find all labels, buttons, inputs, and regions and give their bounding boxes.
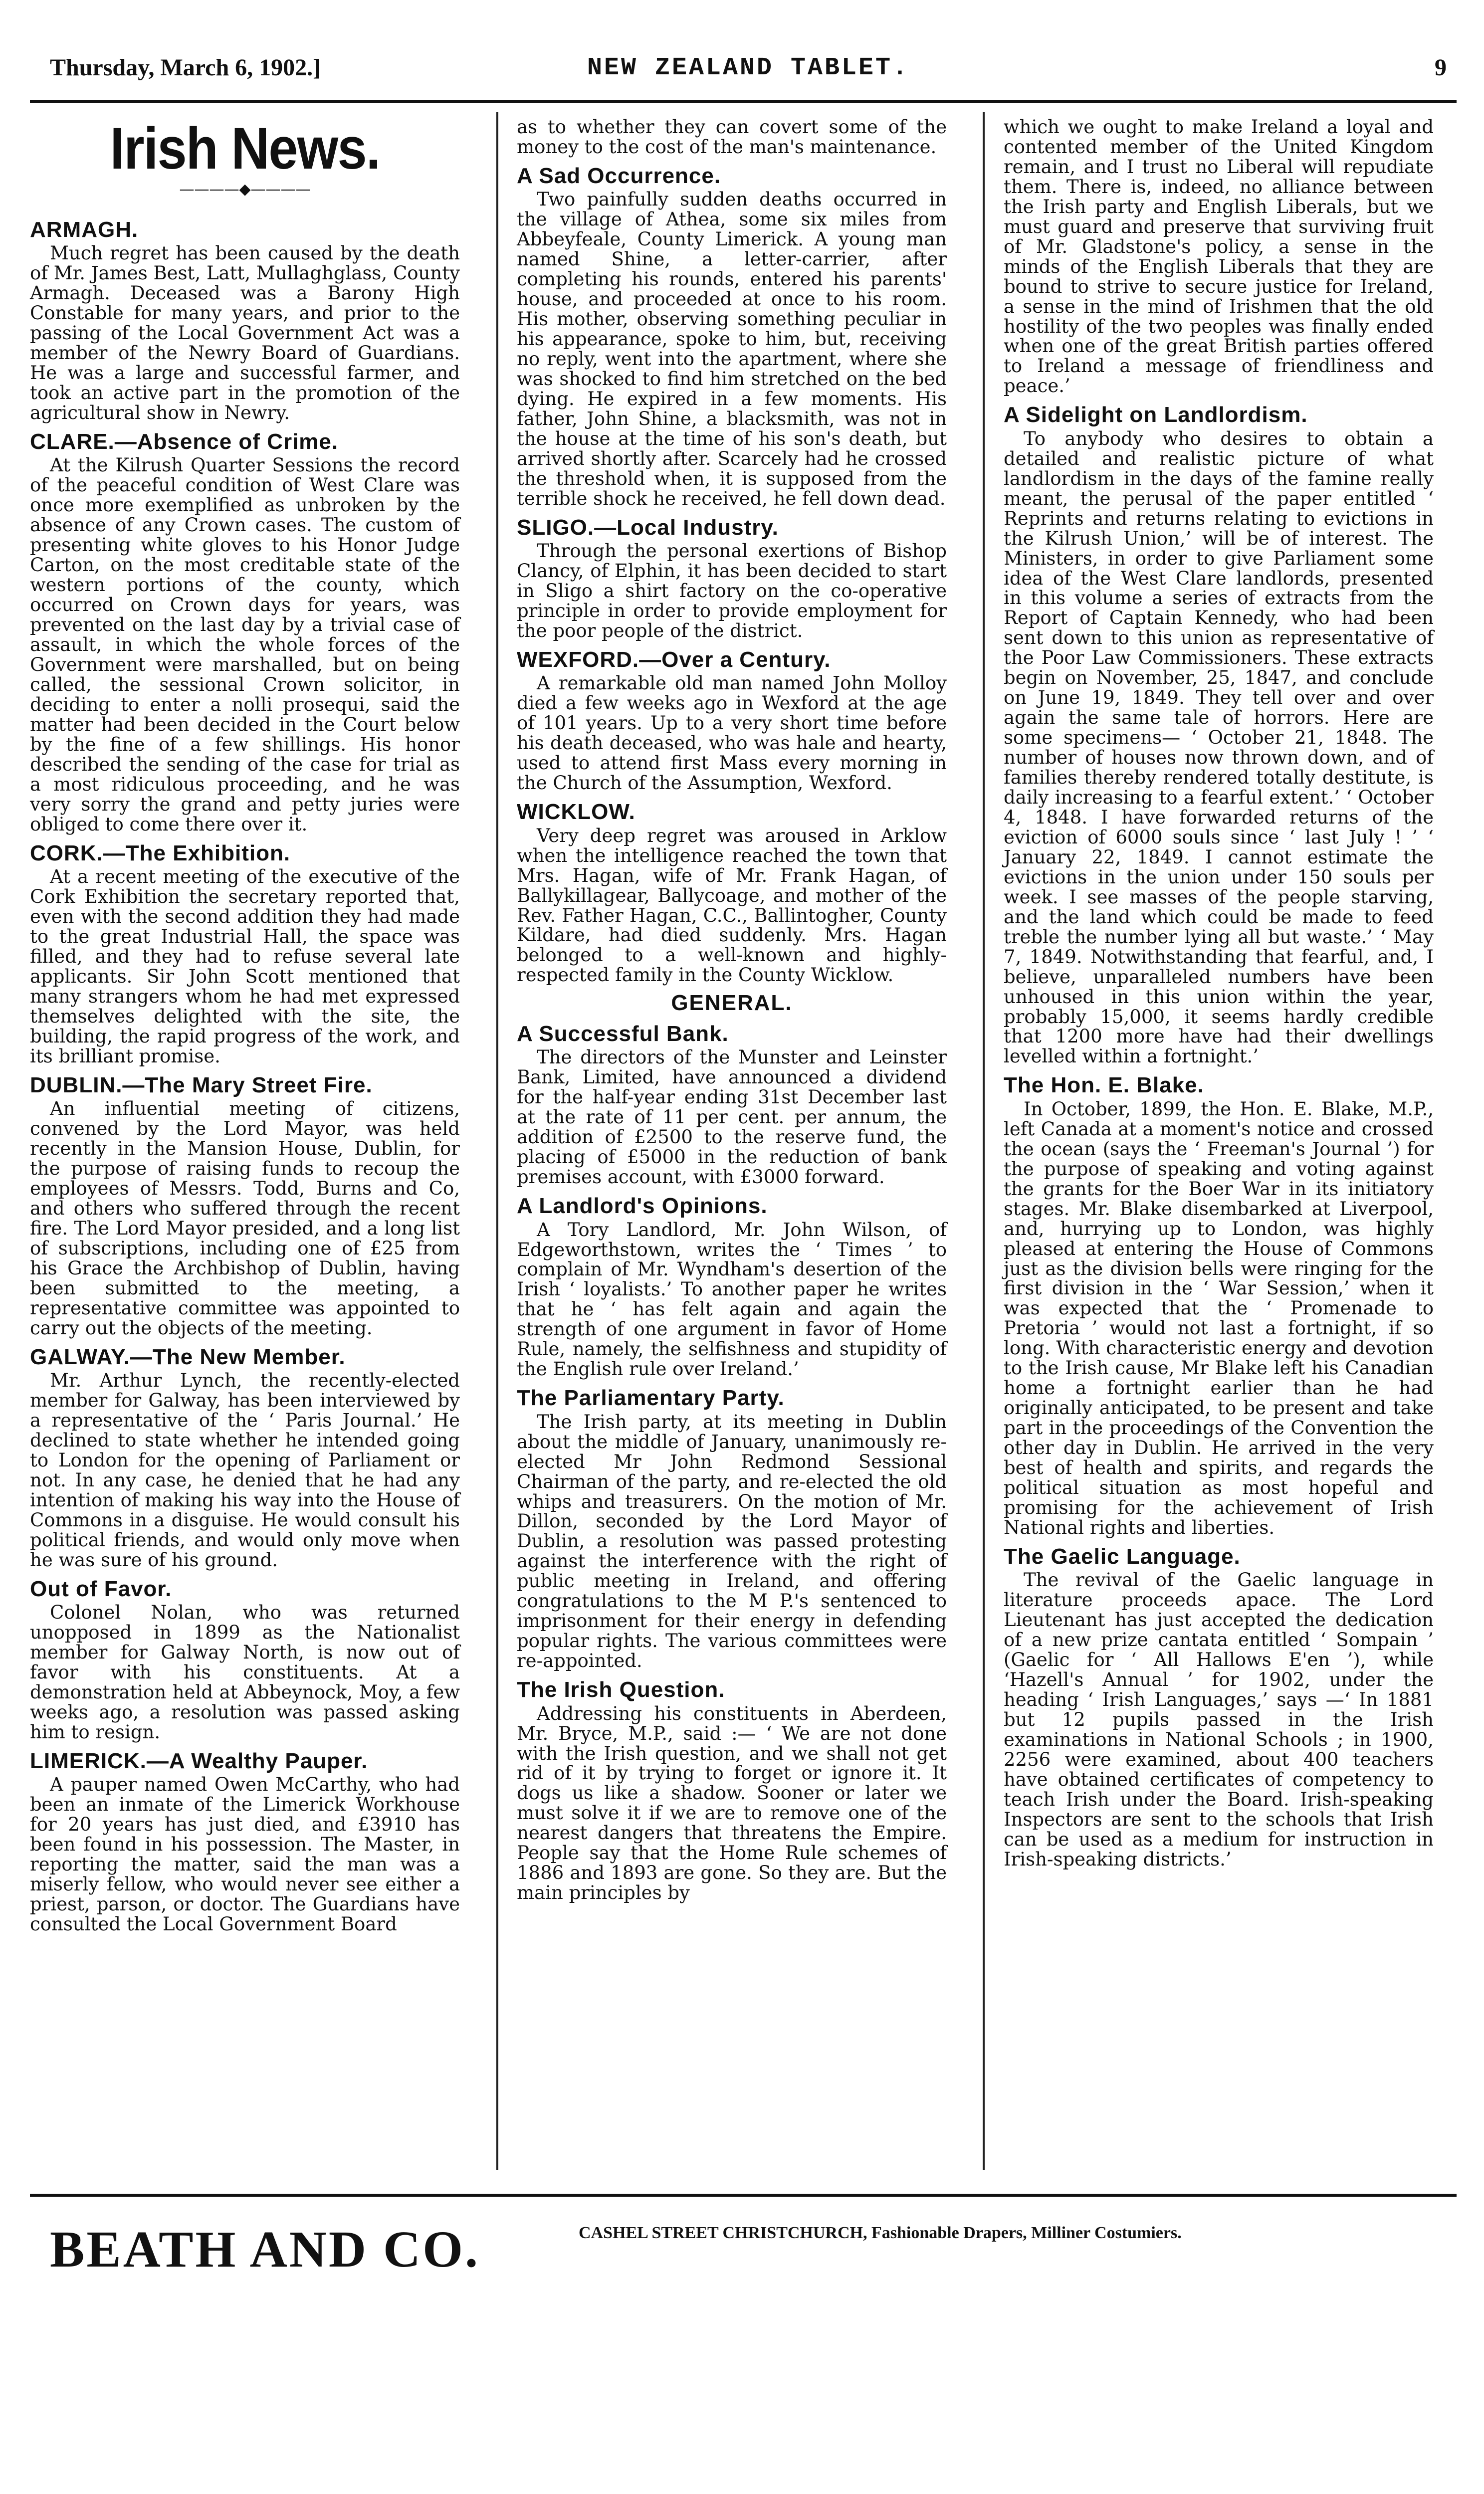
advertiser-address: CASHEL STREET CHRISTCHURCH, Fashionable Drapers, Milliner Costumiers. [579,2224,1182,2242]
footer-rule [30,2194,1457,2197]
article-heading: WEXFORD.—Over a Century. [517,647,831,672]
article-heading: GALWAY.—The New Member. [30,1344,346,1369]
article-paragraph: Addressing his constituents in Aberdeen, Mr. Bryce, M.P., said :— ‘ We are not done with the Irish question, and we shall not get rid of it by trying to forget or ignore it. It dogs us like a shadow. Sooner or later we must solve it if we are to remove one of the nearest dangers that threatens the Empire. People say that the Home Rule schemes of 1886 and 1893 are gone. So they are. But the main principles by [517,1702,947,1904]
article-heading: SLIGO.—Local Industry. [517,515,779,540]
article-heading: DUBLIN.—The Mary Street Fire. [30,1072,373,1097]
article-heading: The Gaelic Language. [1004,1544,1241,1569]
paper-name: NEW ZEALAND TABLET. [587,54,910,82]
article-paragraph: which we ought to make Ireland a loyal and contented member of the United Kingdom remain, and I trust no Liberal will repudiate them. There is, indeed, no alliance between the Irish party and English Liberals, but we must guard and preserve that surviving fruit of Mr. Gladstone's policy, a sense in the minds of the English Liberals that they are bound to strive to secure justice for Ireland, a sense in the mind of Irishmen that the old hostility of the two peoples was finally ended when one of the great British parties offered to Ireland a message of friendliness and peace.’ [1004,116,1434,397]
issue-date: Thursday, March 6, 1902.] [50,54,321,81]
masthead [50,54,1447,104]
article-heading: A Sidelight on Landlordism. [1004,403,1308,427]
article-paragraph: The revival of the Gaelic language in literature proceeds apace. The Lord Lieutenant has just accepted the dedication of a new prize cantata entitled ‘ Sompain ’ (Gaelic for ‘ All Hallows E'en ’), while ‘Hazell's Annual ’ for 1902, under the heading ‘ Irish Languages,’ says —‘ In 1881 but 12 pupils passed in the Irish examinations in National Schools ; in 1900, 2256 were examined, about 400 teachers have obtained certificates of competency to teach Irish under the Board. Irish-speaking Inspectors are sent to the schools that Irish can be used as a medium for instruction in Irish-speaking districts.’ [1004,1569,1434,1870]
column-1 [30,117,460,1936]
column-2 [517,117,947,1905]
article-heading: A Sad Occurrence. [517,163,721,188]
article-heading: A Landlord's Opinions. [517,1194,768,1219]
article-paragraph: Very deep regret was aroused in Arklow when the intelligence reached the town that Mrs. Hagan, wife of Mr. Frank Hagan, of Ballykillagear, Ballycoage, and mother of the Rev. Father Hagan, C.C., Ballintogher, County Kildare, had died suddenly. Mrs. Hagan belonged to a well-known and highly-respected family in the County Wicklow. [517,825,947,986]
header-rule [30,100,1457,103]
advertisement [50,2220,1457,2289]
article-paragraph: The directors of the Munster and Leinster Bank, Limited, have announced a dividend for the half-year ending 31st December last at the rate of 11 per cent. per annum, the addition of £2500 to the reserve fund, the placing of £5000 in the reduction of bank premises account, with £3000 forward. [517,1046,947,1188]
article-paragraph: The Irish party, at its meeting in Dublin about the middle of January, unanimously re-elected Mr John Redmond Sessional Chairman of the party, and re-elected the old whips and treasurers. On the motion of Mr. Dillon, seconded by the Lord Mayor of Dublin, a resolution was passed protesting against the interference with the right of public meeting in Ireland, and offering congratulations to the M P.'s sentenced to imprisonment for their energy in defending popular rights. The various committees were re-appointed. [517,1411,947,1672]
section-heading: GENERAL. [671,991,793,1016]
article-paragraph: A pauper named Owen McCarthy, who had been an inmate of the Limerick Workhouse for 20 years has just died, and £3910 has been found in his possession. The Master, in reporting the matter, said the man was a miserly fellow, who would never see either a priest, parson, or doctor. The Guardians have consulted the Local Government Board [30,1774,460,1935]
article-heading: WICKLOW. [517,800,636,825]
article-heading: CORK.—The Exhibition. [30,840,291,865]
article-paragraph: A remarkable old man named John Molloy died a few weeks ago in Wexford at the age of 101 years. Up to a very short time before his death deceased, who was hale and hearty, used to attend first Mass every morning in the Church of the Assumption, Wexford. [517,672,947,794]
article-paragraph: Colonel Nolan, who was returned unopposed in 1899 as the Nationalist member for Galway North, is now out of favor with his constituents. At a demonstration held at Abbeynock, Moy, a few weeks ago, a resolution was passed asking him to resign. [30,1602,460,1743]
article-paragraph: At the Kilrush Quarter Sessions the record of the peaceful condition of West Clare was once more exemplified as unbroken by the absence of any Crown cases. The custom of presenting white gloves to his Honor Judge Carton, on the most creditable state of the western portions of the county, which occurred on Crown days for years, was prevented on the last day by a trivial case of assault, in which the whole forces of the Government were marshalled, but on being called, the sessional Crown solicitor, in deciding to enter a nolli prosequi, said the matter had been decided in the Court below by the fine of a few shillings. His honor described the sending of the case for trial as a most ridiculous proceeding, and he was very sorry the grand and petty juries were obliged to come there over it. [30,454,460,835]
article-heading: Out of Favor. [30,1576,172,1601]
article-paragraph: In October, 1899, the Hon. E. Blake, M.P., left Canada at a moment's notice and crossed the ocean (says the ‘ Freeman's Journal ’) for the purpose of speaking and voting against the grants for the Boer War in its initiatory stages. Mr. Blake disembarked at Liverpool, and, hurrying up to London, was highly pleased at entering the House of Commons just as the division bells were ringing for the first division in the ‘ War Session,’ when it was expected that the ‘ Promenade to Pretoria ’ would not last a fortnight, if so long. With characteristic energy and devotion to the Irish cause, Mr Blake left his Canadian home a fortnight earlier than he had originally anticipated, to be present and take part in the proceedings of the Convention the other day in Dublin. He arrived in the very best of health and spirits, and regards the political situation as most hopeful and promising for the achievement of Irish National rights and liberties. [1004,1098,1434,1538]
column-3 [1004,117,1434,1871]
advertiser-name: BEATH AND CO. [50,2221,480,2278]
article-heading: LIMERICK.—A Wealthy Pauper. [30,1748,368,1773]
article-heading: The Irish Question. [517,1677,725,1702]
article-paragraph: Through the personal exertions of Bishop Clancy, of Elphin, it has been decided to start in Sligo a shirt factory on the co-operative principle in order to provide employment for the poor people of the district. [517,540,947,641]
article-paragraph: At a recent meeting of the executive of the Cork Exhibition the secretary reported that, even with the second addition they had made to the great Industrial Hall, the space was filled, and they had to refuse several late applicants. Sir John Scott mentioned that many strangers whom he had met expressed themselves delighted with the site, the building, the rapid progress of the work, and its brilliant promise. [30,866,460,1067]
article-paragraph: An influential meeting of citizens, convened by the Lord Mayor, was held recently in the Mansion House, Dublin, for the purpose of raising funds to recoup the employees of Messrs. Todd, Burns and Co, and others who suffered through the recent fire. The Lord Mayor presided, and a long list of subscriptions, including one of £25 from his Grace the Archbishop of Dublin, having been submitted to the meeting, a representative committee was appointed to carry out the objects of the meeting. [30,1098,460,1339]
article-heading: ARMAGH. [30,217,139,242]
section-title: Irish News. [110,116,380,182]
title-ornament: ————◆———— [179,181,311,199]
article-paragraph: as to whether they can covert some of the money to the cost of the man's maintenance. [517,116,947,158]
article-paragraph: Much regret has been caused by the death of Mr. James Best, Latt, Mullaghglass, County Armagh. Deceased was a Barony High Constable for many years, and prior to the passing of the Local Government Act was a member of the Newry Board of Guardians. He was a large and successful farmer, and took an active part in the promotion of the agricultural show in Newry. [30,242,460,423]
article-paragraph: Mr. Arthur Lynch, the recently-elected member for Galway, has been interviewed by a representative of the ‘ Paris Journal.’ He declined to state whether he intended going to London for the opening of Parliament or not. In any case, he denied that he had any intention of making his way into the House of Commons in a disguise. He would consult his political friends, and would only move when he was sure of his ground. [30,1370,460,1571]
article-heading: CLARE.—Absence of Crime. [30,429,339,454]
article-paragraph: A Tory Landlord, Mr. John Wilson, of Edgeworthstown, writes the ‘ Times ’ to complain of Mr. Wyndham's desertion of the Irish ‘ loyalists.’ To another paper he writes that he ‘ has felt again and again the strength of one argument in favor of Home Rule, namely, the selfishness and stupidity of the English rule over Ireland.’ [517,1219,947,1380]
article-paragraph: To anybody who desires to obtain a detailed and realistic picture of what landlordism in the days of the famine really meant, the perusal of the paper entitled ‘ Reprints and returns relating to evictions in the Kilrush Union,’ will be of interest. The Ministers, in order to give Parliament some idea of the West Clare landlords, presented in this volume a series of extracts from the Report of Captain Kennedy, who had been sent down to this union as representative of the Poor Law Commissioners. These extracts begin on November, 25, 1847, and conclude on June 19, 1849. They tell over and over again the same tale of horrors. Here are some specimens— ‘ October 21, 1848. The number of houses now thrown down, and of families thereby rendered totally destitute, is daily increasing to a fearful extent.’ ‘ October 4, 1848. I have forwarded returns of the eviction of 6000 souls since ‘ last July ! ’ ‘ January 22, 1849. I cannot estimate the evictions in the union under 150 souls per week. I see masses of the people starving, and the land which could be made to feed treble the number lying all but waste.’ ‘ May 7, 1849. Notwithstanding that fearful, and, I believe, unparalleled numbers have been unhoused in this union within the year, probably 15,000, it seems hardly credible that 1200 more have had their dwellings levelled within a fortnight.’ [1004,427,1434,1067]
column-divider [983,112,985,2170]
article-heading: A Successful Bank. [517,1021,729,1046]
article-heading: The Parliamentary Party. [517,1386,785,1411]
article-paragraph: Two painfully sudden deaths occurred in the village of Athea, some six miles from Abbeyfeale, County Limerick. A young man named Shine, a letter-carrier, after completing his rounds, entered his parents' house, and proceeded at once to his room. His mother, observing something peculiar in his appearance, spoke to him, but, receiving no reply, went into the apartment, where she was shocked to find him stretched on the bed dying. He expired in a few moments. His father, John Shine, a blacksmith, was not in the house at the time of his son's death, but arrived shortly after. Scarcely had he crossed the threshold when, it is supposed from the terrible shock he received, he fell down dead. [517,189,947,509]
page-number: 9 [1435,54,1447,81]
article-heading: The Hon. E. Blake. [1004,1073,1204,1098]
column-divider [496,112,498,2170]
